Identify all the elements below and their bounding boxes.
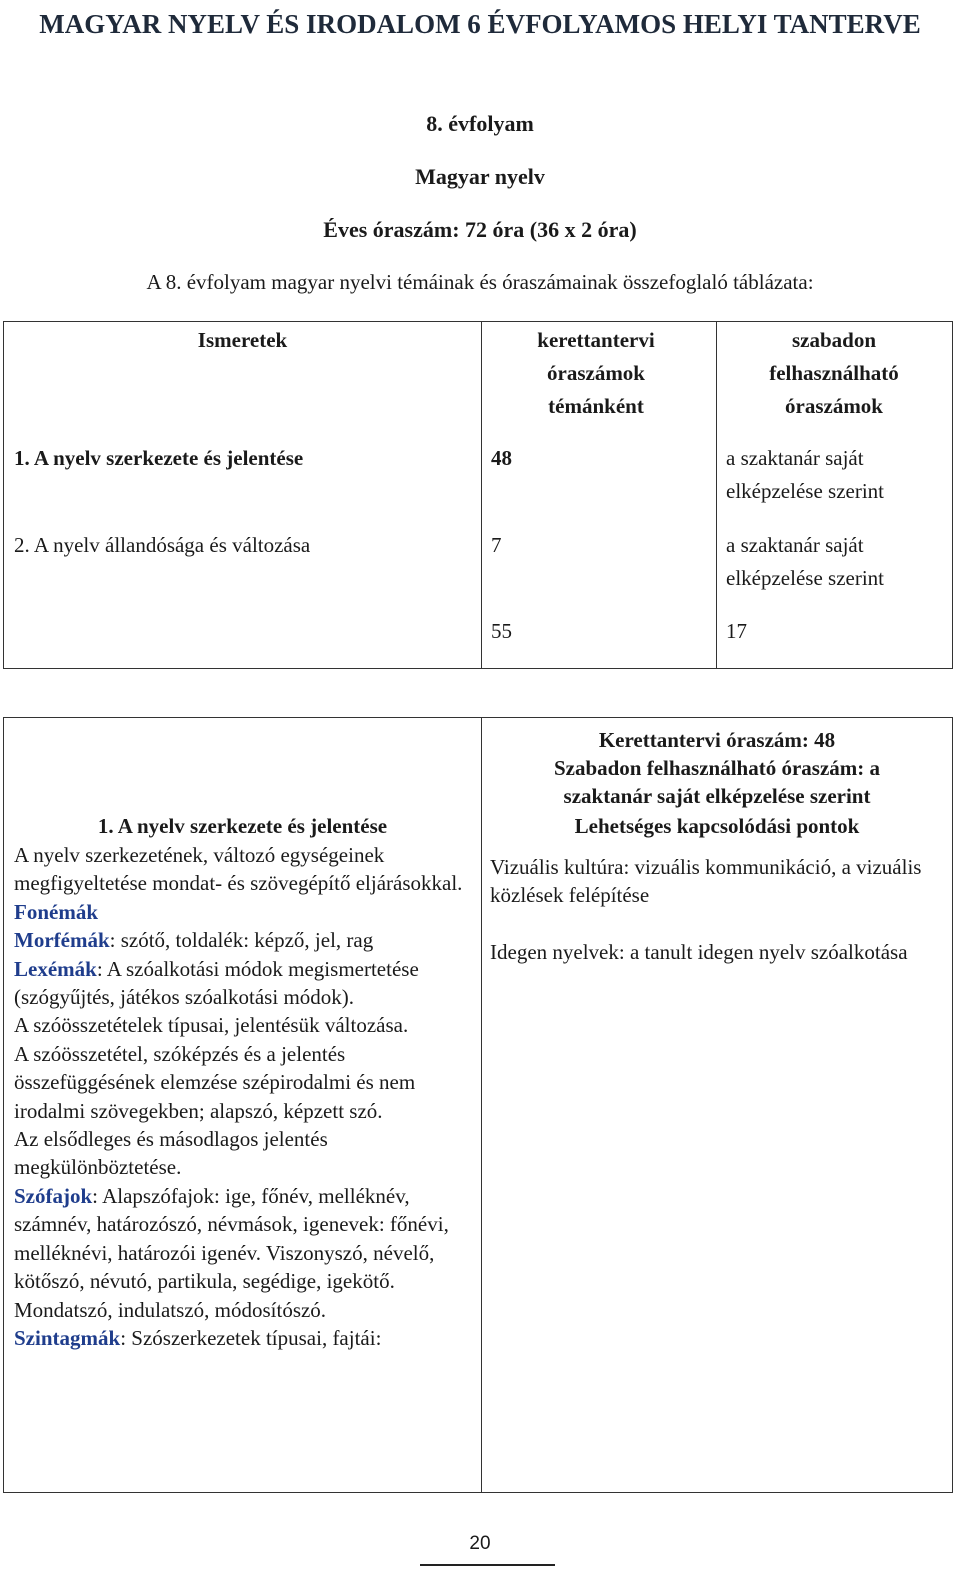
row-1-topic: 1. A nyelv szerkezete és jelentése (14, 446, 304, 470)
connection-idegen-nyelvek: Idegen nyelvek: a tanult idegen nyelv szóalkotása (490, 939, 908, 964)
header-kerettantervi: kerettantervi óraszámok témánként (537, 328, 655, 418)
header-ismeretek: Ismeretek (197, 328, 288, 352)
morfemak-label: Morfémák (14, 928, 110, 953)
document-title: MAGYAR NYELV ÉS IRODALOM 6 ÉVFOLYAMOS HELYI TANTERVE (39, 9, 921, 39)
content-intro: A nyelv szerkezetének, változó egységeinek megfigyeltetése mondat- és szövegépítő eljárásokkal. (14, 843, 463, 896)
hours-info-line-1: Kerettantervi óraszám: 48 (598, 728, 836, 752)
column-divider (481, 322, 482, 668)
hours-info (481, 726, 953, 810)
row-2-topic: 2. A nyelv állandósága és változása (14, 533, 311, 557)
connections-content (490, 853, 930, 966)
fonemak-label: Fonémák (14, 899, 98, 924)
subject-heading: Magyar nyelv (415, 164, 545, 189)
hours-info-line-3: szaktanár saját elképzelése szerint (563, 784, 871, 808)
column-divider (716, 322, 717, 668)
detail-table (3, 717, 953, 1493)
row-2-hours: 7 (491, 533, 502, 557)
szintagmak-text: : Szószerkezetek típusai, fajtái: (120, 1325, 382, 1350)
lexemak-label: Lexémák (14, 956, 97, 981)
page-number: 20 (469, 1533, 491, 1554)
content-mondatszo: Mondatszó, indulatszó, módosítószó. (14, 1297, 327, 1322)
summary-table (3, 321, 953, 669)
row-1-free: a szaktanár saját elképzelése szerint (726, 446, 884, 503)
header-szabadon: szabadon felhasználható óraszámok (769, 328, 899, 418)
content-szoosszetetel-elemzes: A szóösszetétel, szóképzés és a jelentés összefüggésének elemzése szépirodalmi és nem irodalmi szövegekben; alapszó, képzett szó. (14, 1041, 416, 1123)
total-hours: 55 (491, 619, 512, 643)
topic-title: 1. A nyelv szerkezete és jelentése (97, 814, 388, 838)
row-1-hours: 48 (491, 446, 512, 470)
footer-rule (420, 1564, 555, 1566)
szofajok-text: : Alapszófajok: ige, főnév, melléknév, számnév, határozószó, névmások, igenevek: főnévi, melléknévi, határozói igenév. Viszonyszó, névelő, kötőszó, névutó, partikula, segédige, igekötő. (14, 1183, 449, 1294)
szintagmak-label: Szintagmák (14, 1325, 121, 1350)
content-szoosszetetelek: A szóösszetételek típusai, jelentésük változása. (14, 1013, 409, 1038)
annual-hours: Éves óraszám: 72 óra (36 x 2 óra) (323, 217, 637, 242)
topic-content (14, 841, 474, 1352)
total-free: 17 (726, 619, 747, 643)
summary-intro: A 8. évfolyam magyar nyelvi témáinak és óraszámainak összefoglaló táblázata: (146, 270, 814, 294)
row-2-free: a szaktanár saját elképzelése szerint (726, 533, 884, 590)
grade-heading: 8. évfolyam (426, 111, 534, 136)
szofajok-label: Szófajok (14, 1183, 93, 1208)
content-jelentes: Az elsődleges és másodlagos jelentés megkülönböztetése. (14, 1127, 328, 1180)
connections-title: Lehetséges kapcsolódási pontok (574, 814, 860, 838)
connection-vizualis: Vizuális kultúra: vizuális kommunikáció, a vizuális közlések felépítése (490, 855, 922, 908)
morfemak-text: : szótő, toldalék: képző, jel, rag (109, 928, 374, 953)
hours-info-line-2: Szabadon felhasználható óraszám: a (553, 756, 881, 780)
lexemak-text: : A szóalkotási módok megismertetése (szógyűjtés, játékos szóalkotási módok). (14, 956, 419, 1010)
